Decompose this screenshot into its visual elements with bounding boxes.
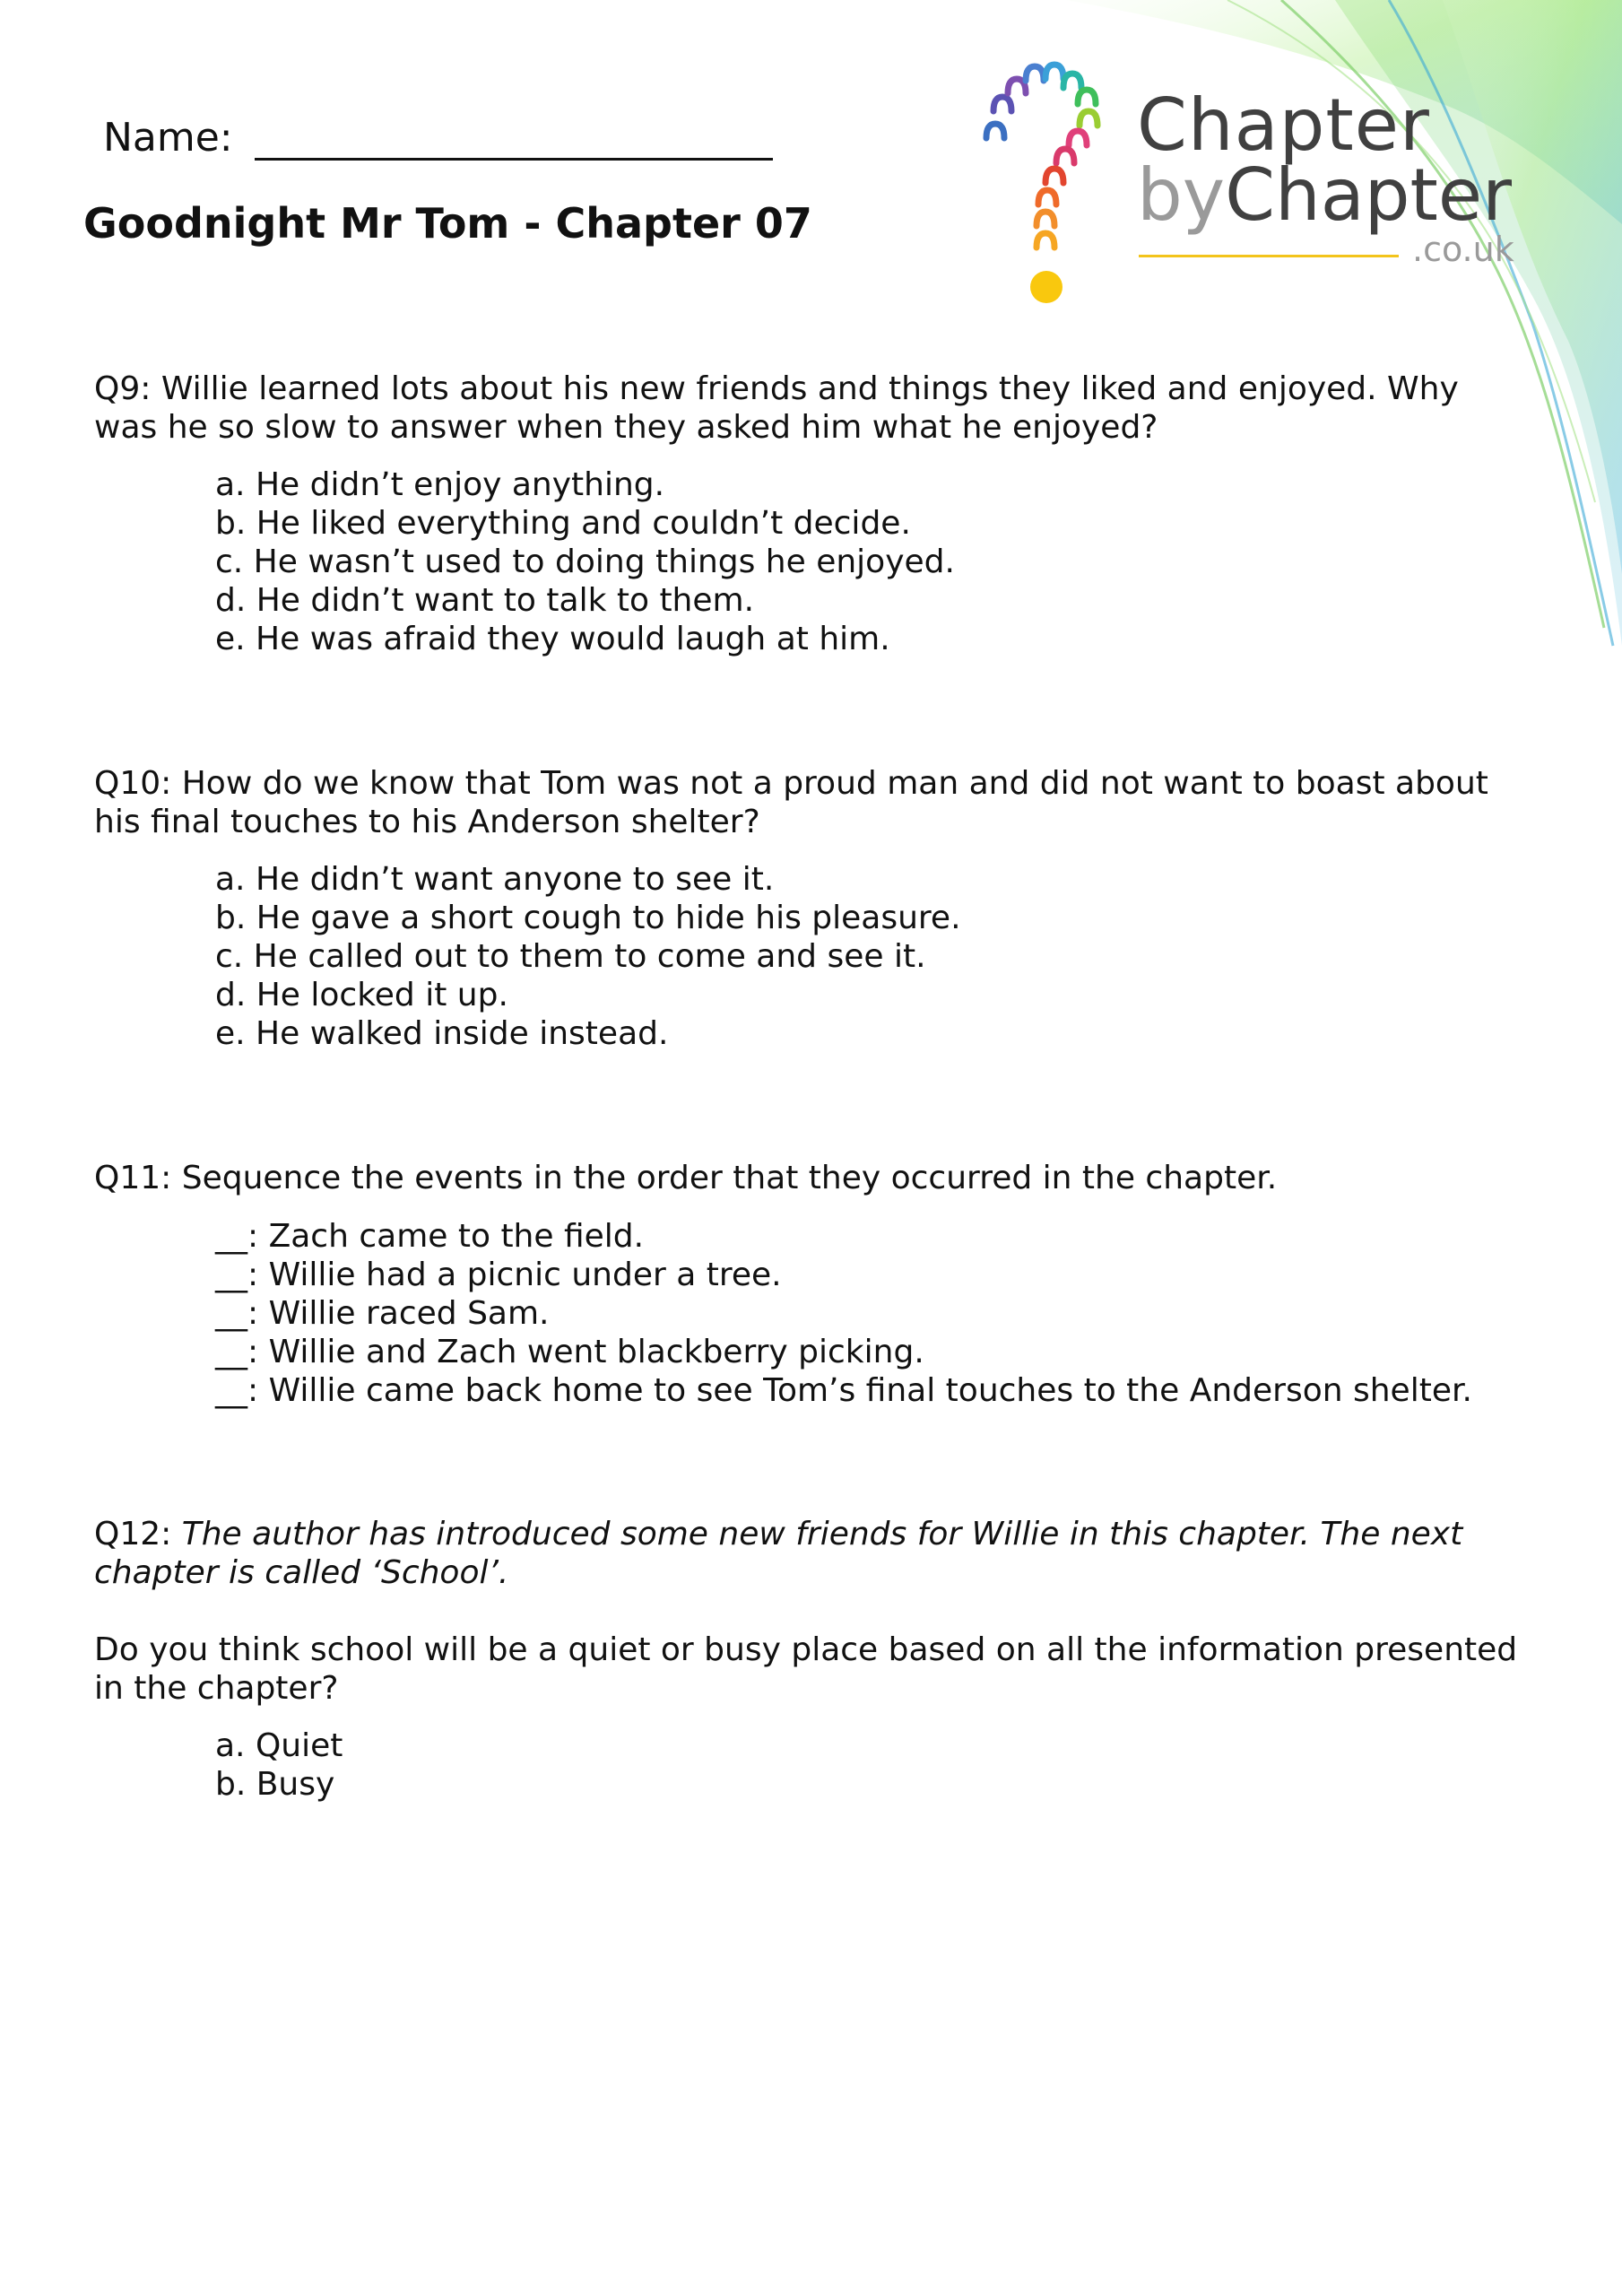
question-10-options — [215, 860, 961, 1053]
question-12-context: The author has introduced some new friends for Willie in this chapter. The next chapter is called ‘School’. — [94, 1516, 1463, 1591]
option-b[interactable]: b. He liked everything and couldn’t decide. — [215, 505, 911, 542]
sequence-item[interactable]: __: Willie raced Sam. — [215, 1295, 550, 1332]
sequence-item[interactable]: __: Willie and Zach went blackberry picking. — [215, 1334, 924, 1370]
question-12-label: Q12: — [94, 1516, 172, 1552]
logo-word-chapter-2: Chapter — [1225, 153, 1512, 237]
option-a[interactable]: a. Quiet — [215, 1727, 343, 1764]
question-9: Q9: Willie learned lots about his new friends and things they liked and enjoyed. Why was he so slow to answer when they asked him what he enjoyed? — [94, 370, 1459, 446]
page-title: Goodnight Mr Tom - Chapter 07 — [83, 199, 812, 248]
option-d[interactable]: d. He locked it up. — [215, 977, 508, 1013]
sequence-item[interactable]: __: Willie came back home to see Tom’s final touches to the Anderson shelter. — [215, 1372, 1472, 1409]
name-field — [103, 115, 773, 161]
question-12-intro — [94, 1515, 1529, 1592]
question-11: Q11: Sequence the events in the order that they occurred in the chapter. — [94, 1160, 1278, 1196]
option-a[interactable]: a. He didn’t enjoy anything. — [215, 466, 665, 503]
option-c[interactable]: c. He wasn’t used to doing things he enjoyed. — [215, 544, 955, 580]
question-9-options — [215, 465, 955, 658]
question-11-options — [215, 1217, 1472, 1410]
option-e[interactable]: e. He walked inside instead. — [215, 1015, 669, 1052]
option-b[interactable]: b. Busy — [215, 1766, 335, 1803]
option-e[interactable]: e. He was afraid they would laugh at him. — [215, 621, 890, 657]
question-12: Do you think school will be a quiet or busy place based on all the information presented in the chapter? — [94, 1631, 1518, 1707]
logo-word-chapter: Chapter — [1137, 83, 1430, 167]
name-label: Name: — [103, 115, 233, 161]
book-question-mark-icon — [968, 52, 1130, 321]
option-c[interactable]: c. He called out to them to come and see it. — [215, 938, 926, 975]
logo-domain: .co.uk — [1412, 230, 1514, 269]
name-input-line[interactable] — [255, 122, 773, 161]
option-a[interactable]: a. He didn’t want anyone to see it. — [215, 861, 775, 898]
chapter-by-chapter-logo — [968, 52, 1542, 321]
sequence-item[interactable]: __: Willie had a picnic under a tree. — [215, 1257, 782, 1293]
sequence-item[interactable]: __: Zach came to the field. — [215, 1218, 645, 1255]
logo-word-by: by — [1137, 153, 1226, 237]
option-d[interactable]: d. He didn’t want to talk to them. — [215, 582, 755, 619]
question-12-options — [215, 1726, 343, 1804]
logo-underline — [1139, 255, 1399, 257]
question-10: Q10: How do we know that Tom was not a proud man and did not want to boast about his final touches to his Anderson shelter? — [94, 765, 1488, 840]
option-b[interactable]: b. He gave a short cough to hide his pleasure. — [215, 900, 961, 936]
